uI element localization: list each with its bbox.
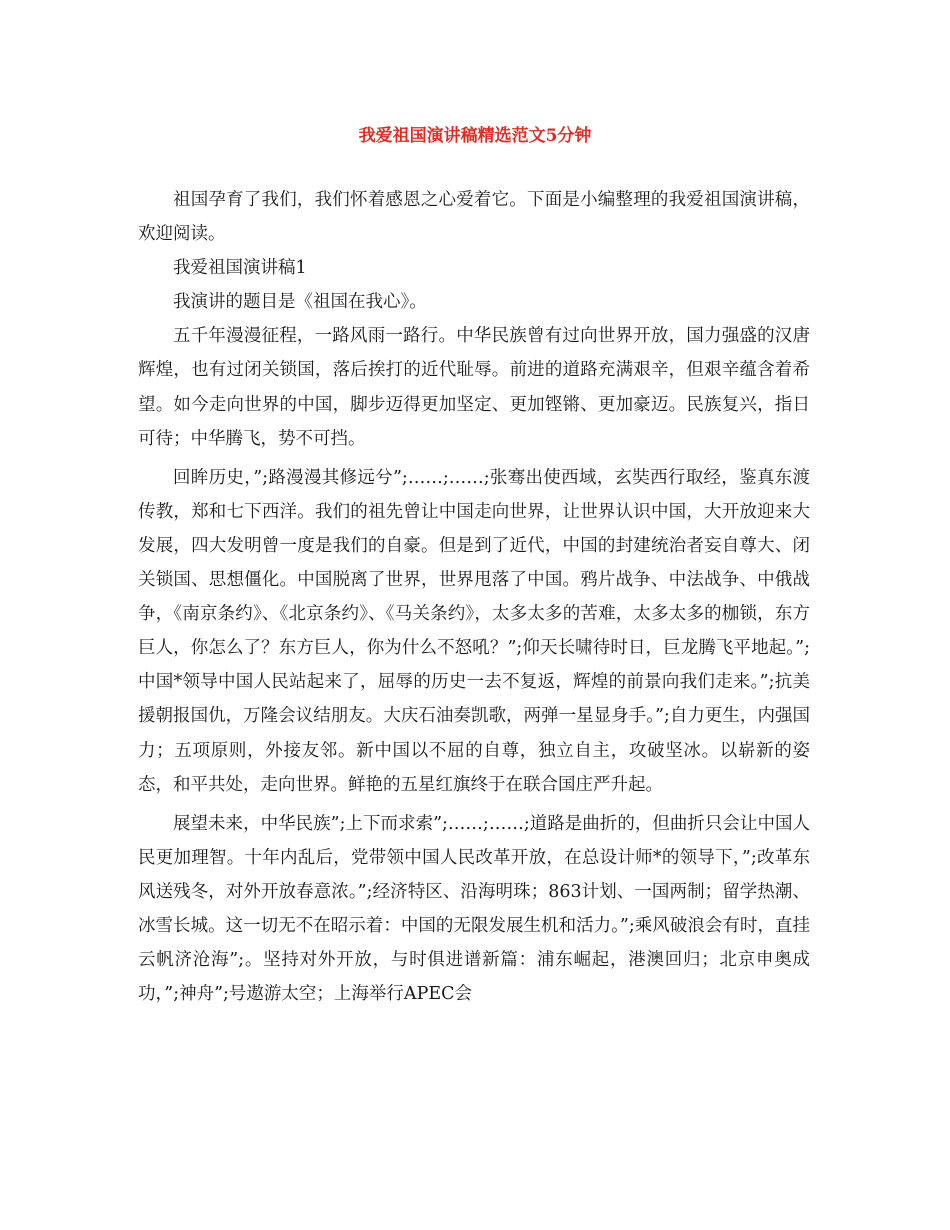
paragraph-history-review: 回眸历史，”;路漫漫其修远兮”;……;……;张骞出使西域，玄奘西行取经，鉴真东渡传教，郑和七下西洋。我们的祖先曾让中国走向世界，让世界认识中国，大开放迎来大发展，四大发明曾一度是我们的自豪。但是到了近代，中国的封建统治者妄自尊大、闭关锁国、思想僵化。中国脱离了世界，世界甩落了中国。鸦片战争、中法战争、中俄战争，《南京条约》、《北京条约》、《马关条约》，太多太多的苦难，太多太多的枷锁，东方巨人，你怎么了？东方巨人，你为什么不怒吼？”;仰天长啸待时日，巨龙腾飞平地起。”;中国*领导中国人民站起来了，屈辱的历史一去不复返，辉煌的前景向我们走来。”;抗美援朝报国仇，万隆会议结朋友。大庆石油奏凯歌，两弹一星显身手。”;自力更生，内强国力；五项原则，外接友邻。新中国以不屈的自尊，独立自主，攻破坚冰。以崭新的姿态，和平共处，走向世界。鲜艳的五星红旗终于在联合国庄严升起。 — [138, 467, 810, 795]
paragraph-history-overview: 五千年漫漫征程，一路风雨一路行。中华民族曾有过向世界开放，国力强盛的汉唐辉煌，也有过闭关锁国，落后挨打的近代耻辱。前进的道路充满艰辛，但艰辛蕴含着希望。如今走向世界的中国，脚步迈得更加坚定、更加铿锵、更加豪迈。民族复兴，指日可待；中华腾飞，势不可挡。 — [138, 326, 810, 449]
paragraph-intro: 祖国孕育了我们，我们怀着感恩之心爱着它。下面是小编整理的我爱祖国演讲稿，欢迎阅读。 — [138, 190, 810, 245]
document-title: 我爱祖国演讲稿精选范文5分钟 — [358, 126, 592, 146]
paragraph-future-outlook: 展望未来，中华民族”;上下而求索”;……;……;道路是曲折的，但曲折只会让中国人民更加理智。十年内乱后，党带领中国人民改革开放，在总设计师*的领导下，”;改革东风送残冬，对外开放春意浓。”;经济特区、沿海明珠；863计划、一国两制；留学热潮、冰雪长城。这一切无不在昭示着：中国的无限发展生机和活力。”;乘风破浪会有时，直挂云帆济沧海”;。坚持对外开放，与时俱进谱新篇：浦东崛起，港澳回归；北京申奥成功，”;神舟”;号遨游太空；上海举行APEC会 — [138, 813, 810, 1005]
document-body — [138, 183, 810, 1011]
paragraph-heading: 我爱祖国演讲稿1 — [173, 258, 307, 279]
paragraph-topic: 我演讲的题目是《祖国在我心》。 — [173, 292, 427, 313]
